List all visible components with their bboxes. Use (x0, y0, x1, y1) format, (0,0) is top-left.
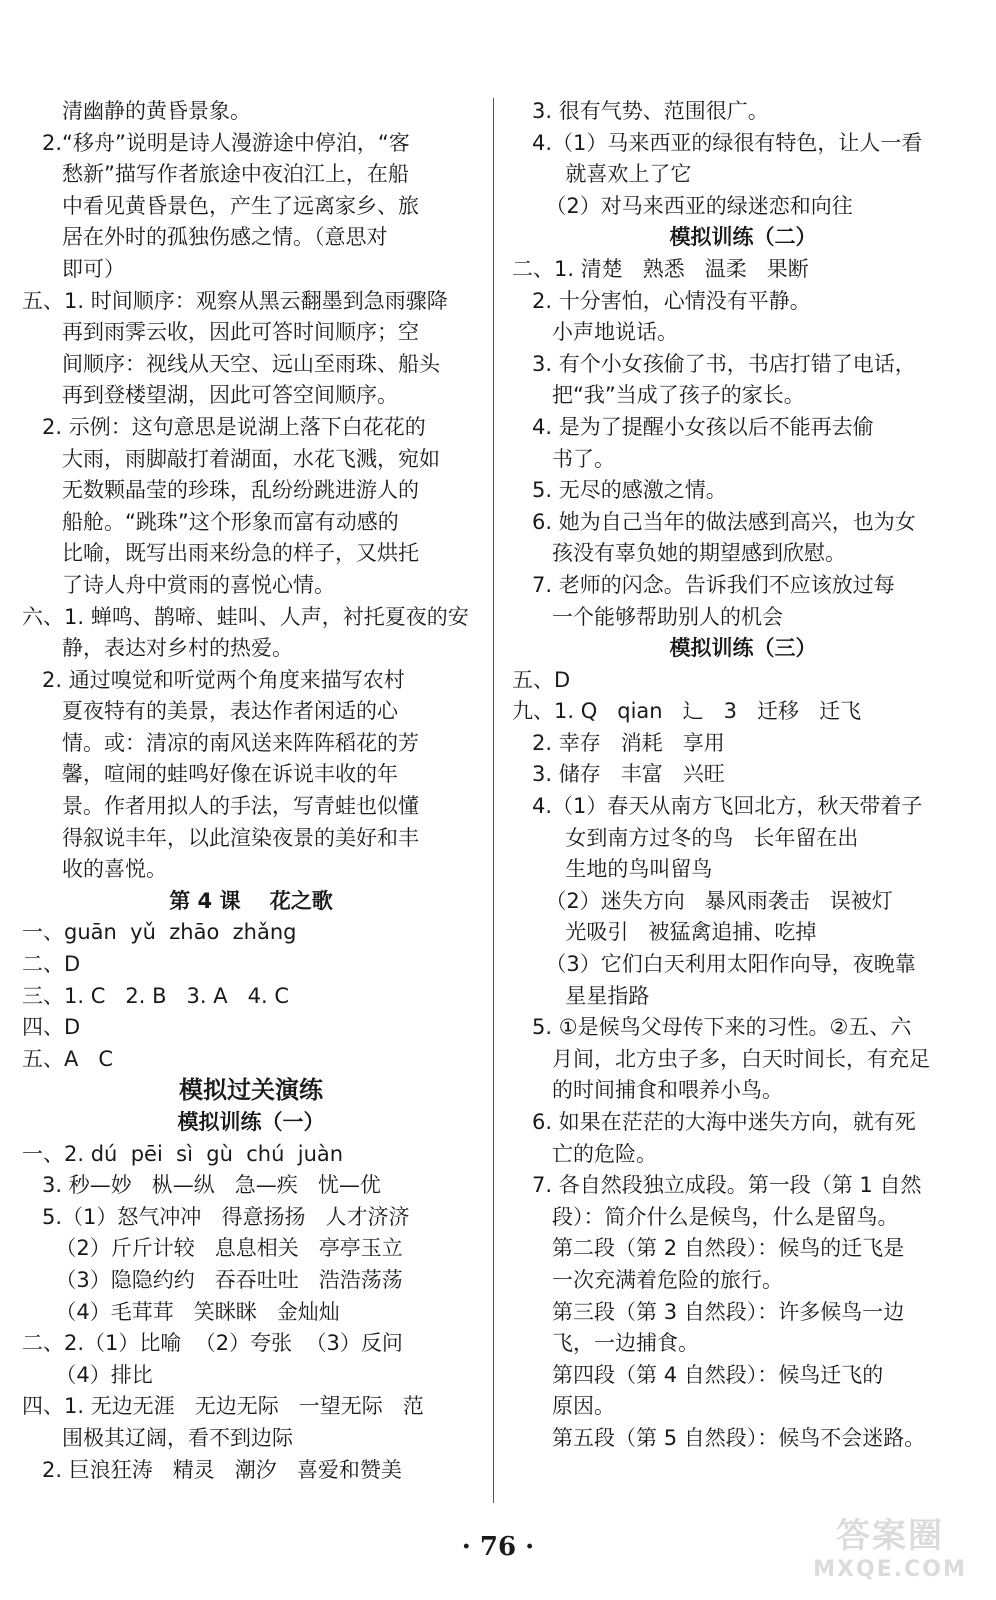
answer-line: 2.“移舟”说明是诗人漫游途中停泊，“客 (22, 130, 410, 155)
right-column (512, 96, 974, 1455)
answer-line: 六、1. 蝉鸣、鹊啼、蛙叫、人声，衬托夏夜的安 (22, 604, 469, 629)
answer-line: （4）排比 (22, 1362, 153, 1387)
answer-line: （2）对马来西亚的绿迷恋和向往 (512, 193, 853, 218)
answer-line: 间顺序：视线从天空、远山至雨珠、船头 (22, 351, 441, 376)
answer-line: 第二段（第 2 自然段）：候鸟的迁飞是 (512, 1236, 905, 1261)
answer-line: 三、1. C 2. B 3. A 4. C (22, 983, 290, 1008)
answer-line: （3）隐隐约约 吞吞吐吐 浩浩荡荡 (22, 1267, 403, 1292)
answer-line: 3. 秒—妙 枞—纵 急—疾 忧—优 (22, 1173, 381, 1198)
answer-line: 5. ①是候鸟父母传下来的习性。②五、六 (512, 1015, 912, 1040)
answer-line: 五、A C (22, 1046, 114, 1071)
column-divider (493, 98, 494, 1503)
answer-line: 第三段（第 3 自然段）：许多候鸟一边 (512, 1299, 905, 1324)
answer-line: 夏夜特有的美景，表达作者闲适的心 (22, 699, 399, 724)
answer-line: 围极其辽阔，看不到边际 (22, 1425, 294, 1450)
answer-line: 5.（1）怒气冲冲 得意扬扬 人才济济 (22, 1204, 410, 1229)
answer-line: 月间，北方虫子多，白天时间长，有充足 (512, 1046, 931, 1071)
watermark-logo (800, 1508, 980, 1588)
answer-line: 愁新”描写作者旅途中夜泊江上，在船 (22, 162, 409, 187)
answer-line: 中看见黄昏景色，产生了远离家乡、旅 (22, 193, 420, 218)
watermark-bottom-text: MXQE.COM (813, 1557, 967, 1582)
left-column (22, 96, 480, 1486)
answer-line: 亡的危险。 (512, 1141, 658, 1166)
answer-line: 大雨，雨脚敲打着湖面，水花飞溅，宛如 (22, 446, 441, 471)
answer-line: 孩没有辜负她的期望感到欣慰。 (512, 541, 847, 566)
answer-line: 7. 老师的闪念。告诉我们不应该放过每 (512, 572, 895, 597)
answer-line: 书了。 (512, 446, 616, 471)
answer-line: 馨，喧闹的蛙鸣好像在诉说丰收的年 (22, 762, 399, 787)
answer-line: 第四段（第 4 自然段）：候鸟迁飞的 (512, 1362, 884, 1387)
answer-line: 原因。 (512, 1394, 616, 1419)
answer-line: 一次充满着危险的旅行。 (512, 1267, 784, 1292)
answer-line: 清幽静的黄昏景象。 (22, 99, 252, 123)
answer-line: 九、1. Q qian 辶 3 迁移 迁飞 (512, 699, 862, 724)
answer-line: （3）它们白天利用太阳作向导，夜晚靠 (512, 952, 916, 977)
answer-line: 五、1. 时间顺序：观察从黑云翻墨到急雨骤降 (22, 288, 448, 313)
answer-line: 比喻，既写出雨来纷急的样子，又烘托 (22, 541, 420, 566)
answer-line: 景。作者用拟人的手法，写青蛙也似懂 (22, 794, 420, 819)
answer-line: 3. 储存 丰富 兴旺 (512, 762, 725, 787)
answer-line: 女到南方过冬的鸟 长年留在出 (512, 825, 859, 850)
answer-line: 就喜欢上了它 (512, 162, 692, 187)
answer-line: 一个能够帮助别人的机会 (512, 604, 784, 629)
answer-line: 6. 如果在茫茫的大海中迷失方向，就有死 (512, 1110, 916, 1134)
answer-line: 2. 通过嗅觉和听觉两个角度来描写农村 (22, 667, 405, 692)
answer-line: 第五段（第 5 自然段）：候鸟不会迷路。 (512, 1425, 926, 1450)
answer-line: （2）斤斤计较 息息相关 亭亭玉立 (22, 1236, 403, 1261)
answer-line: 静，表达对乡村的热爱。 (22, 636, 294, 661)
answer-line: 居在外时的孤独伤感之情。（意思对 (22, 225, 388, 250)
answer-line: 星星指路 (512, 983, 650, 1008)
answer-line: 2. 幸存 消耗 享用 (512, 730, 725, 755)
answer-line: 5. 无尽的感激之情。 (512, 478, 727, 503)
section-heading: 模拟训练（三） (669, 636, 817, 661)
page-number: · 76 · (461, 1532, 535, 1562)
answer-line: 四、D (22, 1015, 81, 1040)
answer-line: 飞，一边捕食。 (512, 1331, 700, 1356)
answer-line: 五、D (512, 667, 571, 692)
answer-line: 船舱。“跳珠”这个形象而富有动感的 (22, 509, 399, 534)
answer-line: 2. 巨浪狂涛 精灵 潮汐 喜爱和赞美 (22, 1457, 402, 1482)
answer-line: 即可） (22, 256, 126, 281)
answer-line: 再到雨霁云收，因此可答时间顺序；空 (22, 320, 420, 345)
answer-line: 段）：简介什么是候鸟，什么是留鸟。 (512, 1204, 899, 1229)
answer-line: 一、guān yǔ zhāo zhǎng (22, 920, 297, 945)
section-heading: 模拟过关演练 (179, 1076, 323, 1105)
answer-line: 2. 十分害怕，心情没有平静。 (512, 288, 811, 313)
answer-line: 3. 有个小女孩偷了书，书店打错了电话， (512, 351, 916, 376)
answer-line: 光吸引 被猛禽追捕、吃掉 (512, 920, 817, 945)
answer-line: 二、D (22, 952, 81, 977)
answer-line: 再到登楼望湖，因此可答空间顺序。 (22, 383, 399, 408)
answer-line: 二、1. 清楚 熟悉 温柔 果断 (512, 256, 809, 281)
section-heading: 模拟训练（二） (669, 225, 817, 250)
answer-line: 2. 示例：这句意思是说湖上落下白花花的 (22, 414, 426, 439)
answer-line: 小声地说话。 (512, 320, 679, 345)
answer-line: 一、2. dú pēi sì gù chú juàn (22, 1141, 344, 1166)
answer-line: 情。或：清凉的南风送来阵阵稻花的芳 (22, 730, 420, 755)
answer-line: 3. 很有气势、范围很广。 (512, 99, 769, 123)
answer-line: 了诗人舟中赏雨的喜悦心情。 (22, 572, 336, 597)
watermark-top-text: 答案圈 (836, 1516, 944, 1556)
answer-line: 得叙说丰年，以此渲染夜景的美好和丰 (22, 825, 420, 850)
answer-line: 4. 是为了提醒小女孩以后不能再去偷 (512, 414, 874, 439)
answer-line: 6. 她为自己当年的做法感到高兴，也为女 (512, 509, 916, 534)
answer-line: 收的喜悦。 (22, 857, 168, 882)
answer-line: 无数颗晶莹的珍珠，乱纷纷跳进游人的 (22, 478, 420, 503)
answer-line: 生地的鸟叫留鸟 (512, 857, 713, 882)
answer-line: 四、1. 无边无涯 无边无际 一望无际 范 (22, 1394, 424, 1419)
answer-line: 4.（1）马来西亚的绿很有特色，让人一看 (512, 130, 923, 155)
answer-line: （4）毛茸茸 笑眯眯 金灿灿 (22, 1299, 340, 1324)
answer-line: 4.（1）春天从南方飞回北方，秋天带着子 (512, 794, 923, 819)
answer-line: 二、2.（1）比喻 （2）夸张 （3）反问 (22, 1331, 403, 1356)
answer-line: 把“我”当成了孩子的家长。 (512, 383, 805, 408)
section-heading: 模拟训练（一） (177, 1110, 325, 1134)
answer-line: （2）迷失方向 暴风雨袭击 误被灯 (512, 888, 893, 913)
answer-line: 的时间捕食和喂养小鸟。 (512, 1078, 784, 1103)
answer-line: 7. 各自然段独立成段。第一段（第 1 自然 (512, 1173, 922, 1198)
section-heading: 第 4 课 花之歌 (169, 888, 333, 913)
